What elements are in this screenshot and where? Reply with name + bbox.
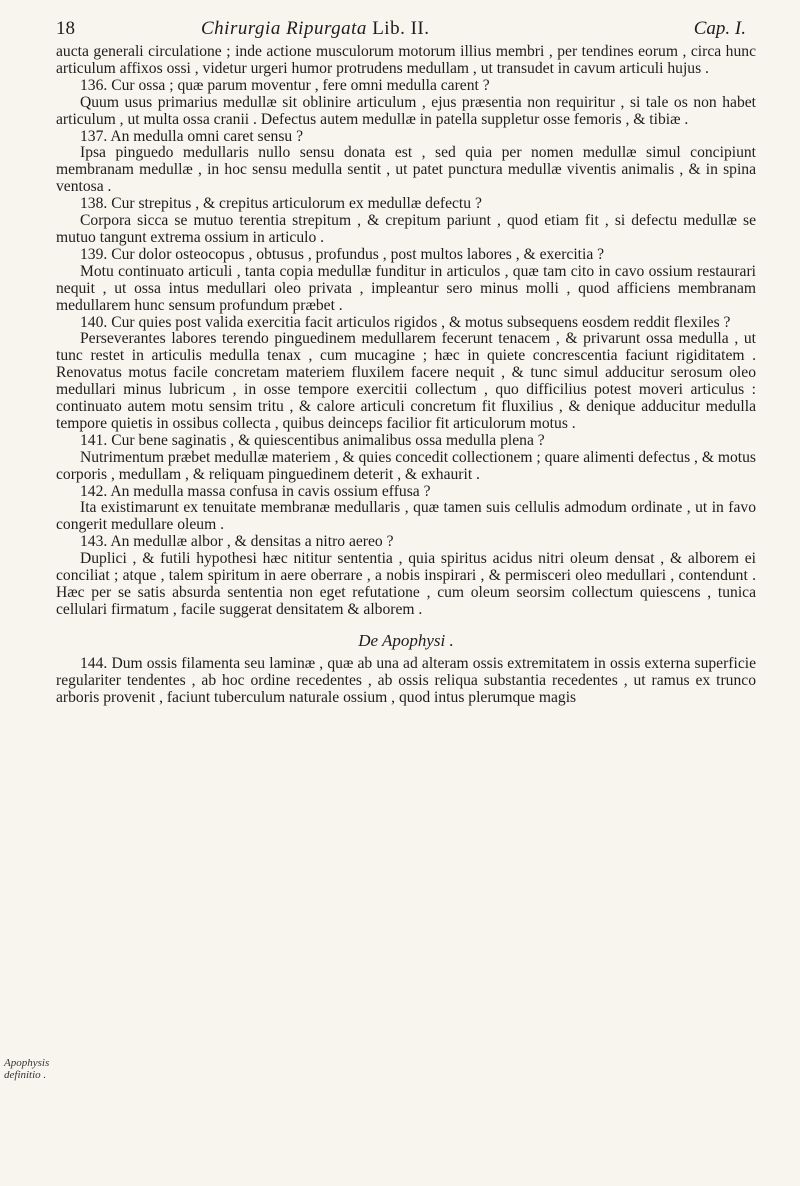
question-paragraph: 140. Cur quies post valida exercitia facit articulos rigidos , & motus subsequens eosdem reddit flexiles ?: [80, 313, 731, 331]
chapter-number: Cap. I.: [693, 18, 746, 39]
section-title: De Apophysi .: [358, 630, 454, 650]
question-paragraph: 139. Cur dolor osteocopus , obtusus , profundus , post multos labores , & exercitia ?: [80, 245, 605, 263]
page-header: [56, 14, 746, 42]
running-title-part2: Ripurgata: [286, 18, 367, 39]
page-body: [56, 44, 756, 706]
book-number: Lib. II.: [372, 18, 430, 39]
answer-paragraph: Duplici , & futili hypothesi hæc nititur sententia , quia spiritus acidus nitri oleum densat , & alborem ei conciliat ; atque , talem spiritum in aere oberrare , a nobis inspirari , & permisceri oleo medullari , contendunt . Hæc per se satis absurda sententia non eget refutatione , cum oleum seorsim collectum quiescens , tunica cellulari firmatum , facile suggerat densitatem & alborem .: [56, 550, 756, 618]
answer-paragraph: Nutrimentum præbet medullæ materiem , & quies concedit collectionem ; quare alimenti defectus , & motus corporis , medullam , & reliquam pinguedinem deterit , & exhaurit .: [56, 448, 756, 483]
answer-paragraph: Motu continuato articuli , tanta copia medullæ funditur in articulos , quæ tam cito in cavo ossium restaurari nequit , ut ossa intus medullari oleo privata , impleantur sero minus molli , quod afficiens membranam medullarem hunc sensum profundum præbet .: [56, 262, 756, 314]
running-title: [201, 18, 429, 40]
section-paragraph: 144. Dum ossis filamenta seu laminæ , quæ ab una ad alteram ossis extremitatem in ossis externa superficie regulariter tendentes , ab hoc ordine recedentes , ab ossis reliqua substantia recedentes , ut ramus ex trunco arboris provenit , faciunt tuberculum naturale ossium , quod intus plerumque magis: [56, 654, 756, 706]
question-paragraph: 137. An medulla omni caret sensu ?: [80, 127, 304, 145]
question-paragraph: 136. Cur ossa ; quæ parum moventur , fere omni medulla carent ?: [80, 76, 490, 94]
paragraph: aucta generali circulatione ; inde actione musculorum motorum illius membri , per tendines eorum , circa hunc articulum affixos ossi , videtur urgeri humor protrudens medullam , ut transudet in cavum articuli hujus .: [56, 43, 756, 77]
page-number: 18: [56, 18, 75, 39]
question-paragraph: 141. Cur bene saginatis , & quiescentibus animalibus ossa medulla plena ?: [80, 431, 545, 449]
question-paragraph: 143. An medullæ albor , & densitas a nitro aereo ?: [80, 533, 394, 551]
question-paragraph: 138. Cur strepitus , & crepitus articulorum ex medullæ defectu ?: [80, 195, 482, 213]
answer-paragraph: Corpora sicca se mutuo terentia strepitum , & crepitum pariunt , quod etiam fit , si defectu medullæ se mutuo tangunt extrema ossium in articulo .: [56, 212, 756, 246]
answer-paragraph: Quum usus primarius medullæ sit oblinire articulum , ejus præsentia non requiritur , si tale os non habet articulum , ut multa ossa cranii . Defectus autem medullæ in patella suppletur osse femoris , & tibiæ .: [56, 93, 756, 128]
answer-paragraph: Ita existimarunt ex tenuitate membranæ medullaris , quæ tamen suis cellulis admodum ordinate , ut in favo congerit medullare oleum .: [56, 499, 756, 534]
question-paragraph: 142. An medulla massa confusa in cavis ossium effusa ?: [80, 482, 431, 500]
running-title-part1: Chirurgia: [201, 18, 281, 39]
answer-paragraph: Ipsa pinguedo medullaris nullo sensu donata est , sed quia per nomen medullæ simul concipiunt membranam medullæ , in hoc sensu medulla sentit , ut patet punctura medullæ viventis animalis , & in spina ventosa .: [56, 144, 756, 196]
answer-paragraph: Perseverantes labores terendo pinguedinem medullarem fecerunt tenacem , & privarunt ossa medulla , ut tunc restet in articulis medulla tenax , cum mucagine ; hæc in quiete concrescentia faciunt rigiditatem . Renovatus motus facile concretam materiem fluxilem facere nequit , & tunc simul adducitur serosum oleo medullari minus lubricum , in osse tempore exercitii collectum , quo difficilius potest moveri articulus : continuato autem motu sensim tritu , & calore articuli concretum fit fluxilius , & denique adducitur medulla tempore quietis in ossibus collecta , quibus deinceps facilior fit articulorum motus .: [56, 330, 756, 432]
margin-note: Apophysis definitio .: [4, 1057, 50, 1081]
